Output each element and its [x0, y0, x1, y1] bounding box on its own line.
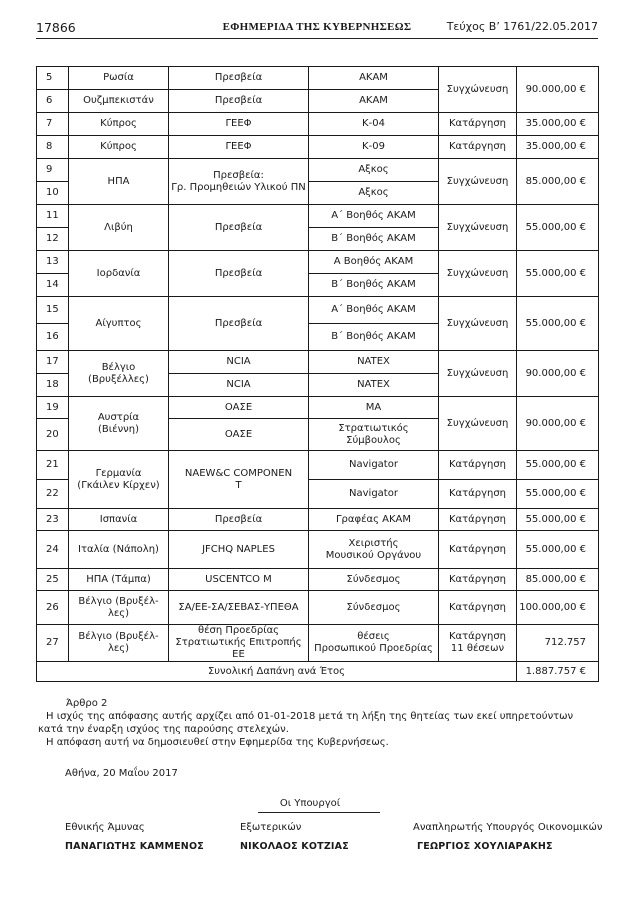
- row-number: 27: [37, 625, 69, 662]
- position-cell: Γραφέας ΑΚΑΜ: [309, 509, 439, 531]
- action-cell: Κατάργηση: [439, 509, 517, 531]
- position-cell: Αξκος: [309, 159, 439, 182]
- row-number: 14: [37, 274, 69, 297]
- amount-cell: 90.000,00 €: [517, 351, 599, 397]
- total-value: 1.887.757 €: [517, 662, 599, 682]
- amount-cell: 90.000,00 €: [517, 67, 599, 113]
- dateline: Αθήνα, 20 Μαΐου 2017: [65, 768, 178, 779]
- row-number: 11: [37, 205, 69, 228]
- amount-cell: 100.000,00 €: [517, 591, 599, 625]
- row-number: 16: [37, 324, 69, 351]
- amount-cell: 85.000,00 €: [517, 569, 599, 591]
- row-number: 9: [37, 159, 69, 182]
- service-cell: Πρεσβεία: [169, 509, 309, 531]
- minister-role: Εθνικής Άμυνας: [65, 822, 145, 833]
- country-line: (Βρυξέλλες): [88, 373, 149, 385]
- amount-cell: 55.000,00 €: [517, 251, 599, 297]
- amount-cell: 55.000,00 €: [517, 531, 599, 569]
- row-number: 12: [37, 228, 69, 251]
- table-row: [37, 451, 599, 480]
- action-line: 11 θέσεων: [450, 643, 505, 654]
- service-line: Πρεσβεία:: [213, 169, 264, 181]
- action-cell: Κατάργηση: [439, 480, 517, 509]
- minister-name: ΓΕΩΡΓΙΟΣ ΧΟΥΛΙΑΡΑΚΗΣ: [417, 841, 553, 852]
- country-cell: Ουζμπεκιστάν: [69, 90, 169, 113]
- country-cell: Ρωσία: [69, 67, 169, 90]
- service-cell: NCIA: [169, 374, 309, 397]
- table-row: [37, 531, 599, 569]
- service-cell: USCENTCO M: [169, 569, 309, 591]
- position-cell: Α΄ Βοηθός ΑΚΑΜ: [309, 205, 439, 228]
- row-number: 13: [37, 251, 69, 274]
- amount-cell: 35.000,00 €: [517, 136, 599, 159]
- position-line: Προσωπικού Προεδρίας: [314, 643, 433, 654]
- position-cell: [309, 419, 439, 451]
- signature-divider: [258, 812, 380, 813]
- page-number: 17866: [36, 20, 76, 35]
- row-number: 7: [37, 113, 69, 136]
- row-number: 8: [37, 136, 69, 159]
- amount-cell: 55.000,00 €: [517, 205, 599, 251]
- position-line: Σύμβουλος: [346, 434, 401, 446]
- action-cell: Συγχώνευση: [439, 251, 517, 297]
- minister-name: ΠΑΝΑΓΙΩΤΗΣ ΚΑΜΜΕΝΟΣ: [65, 841, 204, 852]
- amount-cell: 55.000,00 €: [517, 297, 599, 351]
- position-cell: Κ-09: [309, 136, 439, 159]
- row-number: 22: [37, 480, 69, 509]
- service-cell: ΟΑΣΕ: [169, 397, 309, 419]
- country-cell: [69, 351, 169, 397]
- article-paragraph: Η ισχύς της απόφασης αυτής αρχίζει από 01-01-2018 μετά τη λήξη της θητείας των εκεί υπηρετούντων κατά την έναρξη ισχύος της παρούσης στελεχών.: [38, 711, 574, 735]
- row-number: 23: [37, 509, 69, 531]
- position-cell: ΑΚΑΜ: [309, 67, 439, 90]
- service-cell: Πρεσβεία: [169, 297, 309, 351]
- country-cell: [69, 451, 169, 509]
- country-cell: [69, 591, 169, 625]
- signature-block: [413, 822, 602, 852]
- total-row: [37, 662, 599, 682]
- amount-cell: 55.000,00 €: [517, 451, 599, 480]
- country-cell: Αίγυπτος: [69, 297, 169, 351]
- country-cell: ΗΠΑ (Τάμπα): [69, 569, 169, 591]
- amount-cell: 55.000,00 €: [517, 509, 599, 531]
- service-line: Γρ. Προμηθειών Υλικού ΠΝ: [171, 181, 306, 193]
- service-cell: JFCHQ NAPLES: [169, 531, 309, 569]
- amount-cell: 85.000,00 €: [517, 159, 599, 205]
- page-header: [36, 20, 598, 39]
- table-row: [37, 297, 599, 324]
- service-cell: Πρεσβεία: [169, 205, 309, 251]
- service-cell: ΓΕΕΦ: [169, 136, 309, 159]
- service-line: Στρατιωτικής Επιτροπής ΕΕ: [175, 637, 302, 660]
- table-row: [37, 113, 599, 136]
- table-row: [37, 205, 599, 228]
- action-cell: Συγχώνευση: [439, 205, 517, 251]
- minister-role: Εξωτερικών: [240, 822, 302, 833]
- country-line: Βέλγιο (Βρυξέλ-: [78, 631, 159, 642]
- country-line: Βέλγιο (Βρυξέλ-: [78, 595, 159, 607]
- article-2: [38, 697, 598, 749]
- amount-cell: 712.757: [517, 625, 599, 662]
- action-cell: Κατάργηση: [439, 531, 517, 569]
- position-line: Μουσικού Οργάνου: [325, 549, 422, 561]
- country-line: Αυστρία: [97, 411, 140, 423]
- row-number: 24: [37, 531, 69, 569]
- service-cell: ΟΑΣΕ: [169, 419, 309, 451]
- position-cell: NATEX: [309, 374, 439, 397]
- position-cell: ΜΑ: [309, 397, 439, 419]
- row-number: 5: [37, 67, 69, 90]
- position-cell: Σύνδεσμος: [309, 591, 439, 625]
- position-line: Χειριστής: [348, 537, 399, 549]
- amount-cell: 35.000,00 €: [517, 113, 599, 136]
- table-row: [37, 159, 599, 182]
- action-cell: Συγχώνευση: [439, 159, 517, 205]
- position-cell: [309, 625, 439, 662]
- article-title: Άρθρο 2: [66, 698, 108, 709]
- total-label: Συνολική Δαπάνη ανά Έτος: [37, 662, 517, 682]
- row-number: 21: [37, 451, 69, 480]
- country-line: Βέλγιο: [101, 361, 136, 373]
- issue-reference: Τεύχος Β’ 1761/22.05.2017: [446, 20, 598, 33]
- position-cell: Β΄ Βοηθός ΑΚΑΜ: [309, 274, 439, 297]
- position-cell: ΑΚΑΜ: [309, 90, 439, 113]
- position-cell: Β΄ Βοηθός ΑΚΑΜ: [309, 228, 439, 251]
- service-cell: Πρεσβεία: [169, 251, 309, 297]
- service-cell: [169, 159, 309, 205]
- row-number: 17: [37, 351, 69, 374]
- service-line: T: [235, 479, 242, 491]
- service-cell: ΣΑ/ΕΕ-ΣΑ/ΣΕΒΑΣ-ΥΠΕΘΑ: [169, 591, 309, 625]
- action-cell: Συγχώνευση: [439, 67, 517, 113]
- country-cell: Ιορδανία: [69, 251, 169, 297]
- amount-cell: 90.000,00 €: [517, 397, 599, 451]
- position-cell: Navigator: [309, 451, 439, 480]
- action-cell: Κατάργηση: [439, 569, 517, 591]
- country-cell: Κύπρος: [69, 136, 169, 159]
- position-cell: Α Βοηθός ΑΚΑΜ: [309, 251, 439, 274]
- position-line: θέσεις: [357, 631, 390, 642]
- country-line: Γερμανία: [95, 467, 142, 479]
- service-cell: Πρεσβεία: [169, 90, 309, 113]
- country-line: λες): [107, 607, 130, 619]
- country-cell: Κύπρος: [69, 113, 169, 136]
- table-row: [37, 351, 599, 374]
- signature-block: [65, 822, 204, 852]
- country-cell: [69, 625, 169, 662]
- table-row: [37, 67, 599, 90]
- country-line: λες): [107, 643, 130, 654]
- row-number: 18: [37, 374, 69, 397]
- table-row: [37, 397, 599, 419]
- position-cell: NATEX: [309, 351, 439, 374]
- country-cell: Ιταλία (Νάπολη): [69, 531, 169, 569]
- service-line: NAEW&C COMPONEN: [184, 467, 293, 479]
- table-row: [37, 251, 599, 274]
- country-cell: ΗΠΑ: [69, 159, 169, 205]
- row-number: 10: [37, 182, 69, 205]
- row-number: 20: [37, 419, 69, 451]
- table-row: [37, 591, 599, 625]
- action-cell: Κατάργηση: [439, 451, 517, 480]
- row-number: 15: [37, 297, 69, 324]
- country-cell: Λιβύη: [69, 205, 169, 251]
- service-cell: ΓΕΕΦ: [169, 113, 309, 136]
- row-number: 19: [37, 397, 69, 419]
- action-cell: Συγχώνευση: [439, 351, 517, 397]
- position-cell: Α΄ Βοηθός ΑΚΑΜ: [309, 297, 439, 324]
- amount-cell: 55.000,00 €: [517, 480, 599, 509]
- service-line: θέση Προεδρίας: [197, 625, 280, 636]
- service-cell: [169, 625, 309, 662]
- action-line: Κατάργηση: [448, 631, 507, 642]
- service-cell: [169, 451, 309, 509]
- table-row: [37, 509, 599, 531]
- service-cell: NCIA: [169, 351, 309, 374]
- position-cell: Κ-04: [309, 113, 439, 136]
- position-cell: Αξκος: [309, 182, 439, 205]
- minister-name: ΝΙΚΟΛΑΟΣ ΚΟΤΖΙΑΣ: [240, 841, 349, 852]
- service-cell: Πρεσβεία: [169, 67, 309, 90]
- position-cell: Σύνδεσμος: [309, 569, 439, 591]
- action-cell: Συγχώνευση: [439, 397, 517, 451]
- action-cell: Συγχώνευση: [439, 297, 517, 351]
- country-cell: Ισπανία: [69, 509, 169, 531]
- country-cell: [69, 397, 169, 451]
- table-row: [37, 625, 599, 662]
- table-row: [37, 136, 599, 159]
- position-cell: [309, 531, 439, 569]
- article-paragraph: Η απόφαση αυτή να δημοσιευθεί στην Εφημερίδα της Κυβερνήσεως.: [46, 737, 389, 748]
- action-cell: Κατάργηση: [439, 136, 517, 159]
- signature-block: [240, 822, 349, 852]
- row-number: 26: [37, 591, 69, 625]
- table-row: [37, 569, 599, 591]
- minister-role: Αναπληρωτής Υπουργός Οικονομικών: [413, 822, 603, 833]
- action-cell: Κατάργηση: [439, 113, 517, 136]
- row-number: 25: [37, 569, 69, 591]
- positions-table: [36, 66, 599, 682]
- position-cell: Navigator: [309, 480, 439, 509]
- country-line: (Γκάιλεν Κίρχεν): [77, 479, 160, 491]
- position-line: Στρατιωτικός: [338, 422, 409, 434]
- country-line: (Βιέννη): [98, 423, 139, 435]
- ministers-label: Οι Υπουργοί: [279, 798, 341, 809]
- action-cell: [439, 625, 517, 662]
- gazette-title: ΕΦΗΜΕΡΙΔΑ ΤΗΣ ΚΥΒΕΡΝΗΣΕΩΣ: [222, 21, 412, 33]
- position-cell: Β΄ Βοηθός ΑΚΑΜ: [309, 324, 439, 351]
- action-cell: Κατάργηση: [439, 591, 517, 625]
- row-number: 6: [37, 90, 69, 113]
